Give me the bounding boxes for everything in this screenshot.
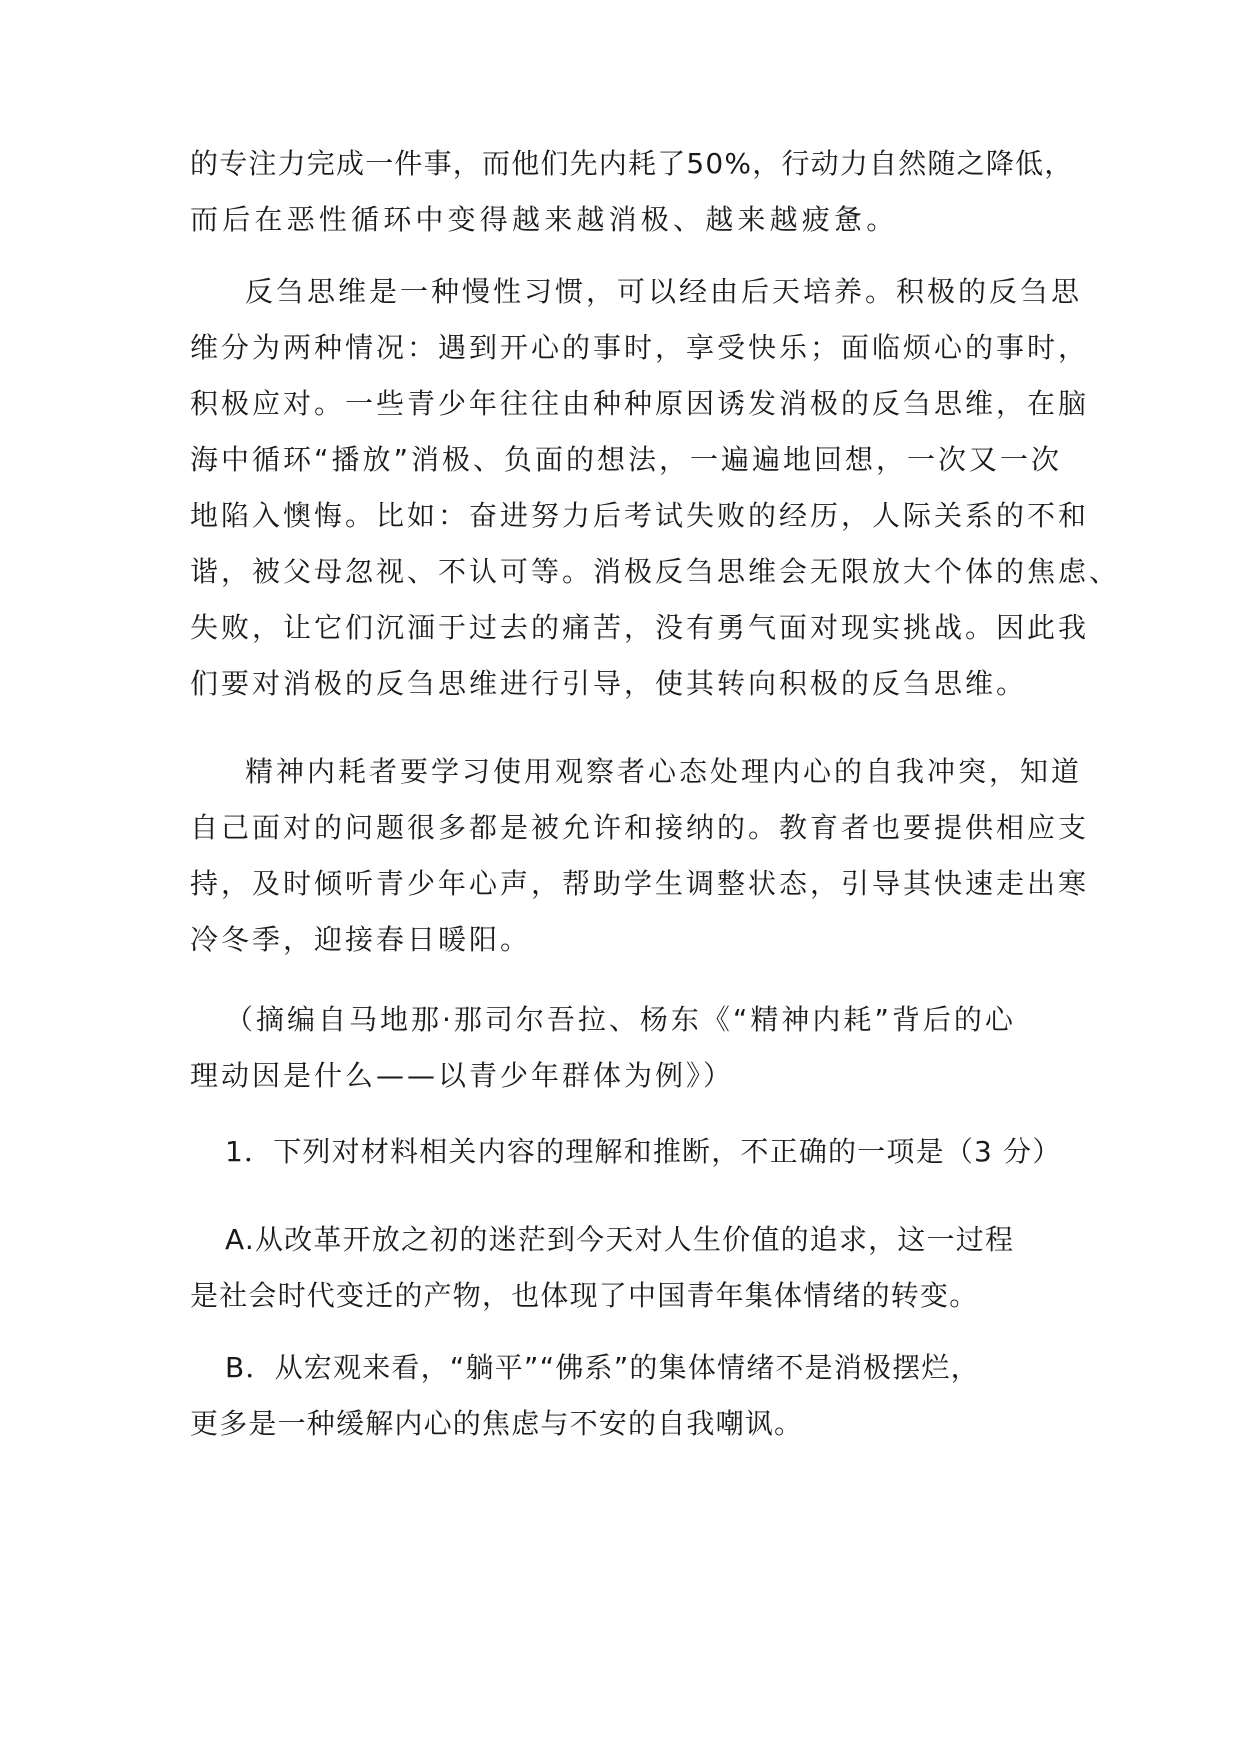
option-line: 是社会时代变迁的产物，也体现了中国青年集体情绪的转变。 — [190, 1279, 979, 1312]
paragraph-line: 持，及时倾听青少年心声，帮助学生调整状态，引导其快速走出寒 — [190, 867, 1090, 900]
paragraph-line: 的专注力完成一件事，而他们先内耗了50%，行动力自然随之降低， — [190, 147, 1074, 180]
paragraph-line: 谐，被父母忽视、不认可等。消极反刍思维会无限放大个体的焦虑、 — [190, 555, 1121, 588]
paragraph-line: 自己面对的问题很多都是被允许和接纳的。教育者也要提供相应支 — [190, 811, 1090, 844]
paragraph-line: 维分为两种情况：遇到开心的事时，享受快乐；面临烦心的事时， — [190, 331, 1090, 364]
option-line: A.从改革开放之初的迷茫到今天对人生价值的追求，这一过程 — [225, 1223, 1015, 1256]
paragraph-line: 反刍思维是一种慢性习惯，可以经由后天培养。积极的反刍思 — [245, 275, 1083, 308]
paragraph-line: 冷冬季，迎接春日暖阳。 — [190, 923, 532, 956]
paragraph-line: 地陷入懊悔。比如：奋进努力后考试失败的经历，人际关系的不和 — [190, 499, 1090, 532]
paragraph-line: 精神内耗者要学习使用观察者心态处理内心的自我冲突，知道 — [245, 755, 1083, 788]
citation-line: 理动因是什么——以青少年群体为例》） — [190, 1059, 735, 1092]
option-line: B．从宏观来看，“躺平”“佛系”的集体情绪不是消极摆烂， — [225, 1351, 980, 1384]
paragraph-line: 海中循环“播放”消极、负面的想法，一遍遍地回想，一次又一次 — [190, 443, 1063, 476]
citation-line: （摘编自马地那·那司尔吾拉、杨东《“精神内耗”背后的心 — [225, 1003, 1016, 1036]
paragraph-line: 失败，让它们沉湎于过去的痛苦，没有勇气面对现实挑战。因此我 — [190, 611, 1090, 644]
paragraph-line: 而后在恶性循环中变得越来越消极、越来越疲惫。 — [190, 203, 899, 236]
paragraph-line: 积极应对。一些青少年往往由种种原因诱发消极的反刍思维，在脑 — [190, 387, 1090, 420]
paragraph-line: 们要对消极的反刍思维进行引导，使其转向积极的反刍思维。 — [190, 667, 1028, 700]
question-stem: 1．下列对材料相关内容的理解和推断，不正确的一项是（3 分） — [225, 1135, 1062, 1168]
option-line: 更多是一种缓解内心的焦虑与不安的自我嘲讽。 — [190, 1407, 804, 1440]
